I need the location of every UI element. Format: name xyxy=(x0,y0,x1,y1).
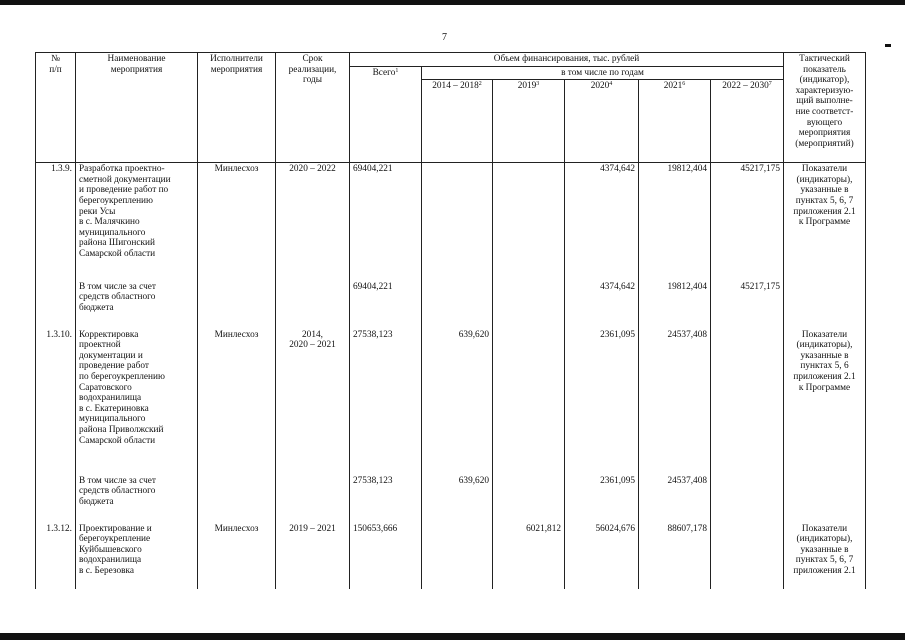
row-indicator xyxy=(784,475,866,523)
table-row xyxy=(36,329,866,475)
header-indicator: Тактический показатель (индикатор), характеризую- щий выполне- ние соответст- вующего мероприятия (мероприятий) xyxy=(784,53,866,163)
row-total: 69404,221 xyxy=(350,281,422,329)
row-term: 2014, 2020 – 2021 xyxy=(276,329,350,475)
table-row xyxy=(36,523,866,589)
table-row xyxy=(36,475,866,523)
row-num: 1.3.9. xyxy=(36,163,76,281)
row-y2021: 24537,408 xyxy=(639,475,711,523)
row-num xyxy=(36,281,76,329)
row-y2022-2030 xyxy=(711,329,784,475)
row-term xyxy=(276,475,350,523)
row-term: 2020 – 2022 xyxy=(276,163,350,281)
row-y2014-2018 xyxy=(422,281,493,329)
top-border xyxy=(0,0,905,5)
row-term xyxy=(276,281,350,329)
row-y2022-2030 xyxy=(711,475,784,523)
row-executor xyxy=(198,281,276,329)
header-executors: Исполнители мероприятия xyxy=(198,53,276,163)
row-indicator: Показатели (индикаторы), указанные в пунктах 5, 6 приложения 2.1 к Программе xyxy=(784,329,866,475)
row-y2014-2018 xyxy=(422,163,493,281)
row-total: 27538,123 xyxy=(350,329,422,475)
financing-table xyxy=(35,52,866,589)
row-name: Разработка проектно- сметной документации и проведение работ по берегоукреплению реки Усы в с. Малячкино муниципального района Шигонский Самарской области xyxy=(76,163,198,281)
row-name: Корректировка проектной документации и проведение работ по берегоукреплению Саратовского водохранилища в с. Екатериновка муниципального района Приволжский Самарской области xyxy=(76,329,198,475)
header-year-2021: 2021$^6$ xyxy=(639,80,711,163)
table-row xyxy=(36,281,866,329)
row-total: 150653,666 xyxy=(350,523,422,589)
row-y2022-2030 xyxy=(711,523,784,589)
margin-mark xyxy=(885,44,891,47)
row-executor: Минлесхоз xyxy=(198,523,276,589)
row-indicator xyxy=(784,281,866,329)
row-y2014-2018: 639,620 xyxy=(422,475,493,523)
row-y2021: 19812,404 xyxy=(639,281,711,329)
header-year-2019: 2019$^3$ xyxy=(493,80,565,163)
header-year-2022-2030: 2022 – 2030$^7$ xyxy=(711,80,784,163)
row-y2014-2018 xyxy=(422,523,493,589)
row-y2019 xyxy=(493,281,565,329)
row-executor xyxy=(198,475,276,523)
row-y2019 xyxy=(493,475,565,523)
page-number: 7 xyxy=(442,32,447,43)
row-y2014-2018: 639,620 xyxy=(422,329,493,475)
header-year-2020: 2020$^4$ xyxy=(565,80,639,163)
row-name: В том числе за счет средств областного бюджета xyxy=(76,475,198,523)
row-executor: Минлесхоз xyxy=(198,163,276,281)
row-y2022-2030: 45217,175 xyxy=(711,163,784,281)
row-y2022-2030: 45217,175 xyxy=(711,281,784,329)
row-num xyxy=(36,475,76,523)
row-y2020: 2361,095 xyxy=(565,475,639,523)
row-term: 2019 – 2021 xyxy=(276,523,350,589)
row-y2021: 88607,178 xyxy=(639,523,711,589)
header-term: Срок реализации, годы xyxy=(276,53,350,163)
row-y2021: 19812,404 xyxy=(639,163,711,281)
header-total: Всего$^1$ xyxy=(350,66,422,163)
row-total: 69404,221 xyxy=(350,163,422,281)
row-y2020: 56024,676 xyxy=(565,523,639,589)
row-y2021: 24537,408 xyxy=(639,329,711,475)
row-y2020: 4374,642 xyxy=(565,163,639,281)
row-indicator: Показатели (индикаторы), указанные в пунктах 5, 6, 7 приложения 2.1 xyxy=(784,523,866,589)
row-total: 27538,123 xyxy=(350,475,422,523)
bottom-border xyxy=(0,633,905,640)
header-year-2014-2018: 2014 – 2018$^2$ xyxy=(422,80,493,163)
row-name: В том числе за счет средств областного бюджета xyxy=(76,281,198,329)
row-indicator: Показатели (индикаторы), указанные в пунктах 5, 6, 7 приложения 2.1 к Программе xyxy=(784,163,866,281)
row-y2020: 4374,642 xyxy=(565,281,639,329)
table-row xyxy=(36,163,866,281)
header-by-years: в том числе по годам xyxy=(422,66,784,80)
row-y2019: 6021,812 xyxy=(493,523,565,589)
row-num: 1.3.12. xyxy=(36,523,76,589)
row-y2019 xyxy=(493,163,565,281)
header-name: Наименование мероприятия xyxy=(76,53,198,163)
row-y2020: 2361,095 xyxy=(565,329,639,475)
row-name: Проектирование и берегоукрепление Куйбышевского водохранилища в с. Березовка xyxy=(76,523,198,589)
row-executor: Минлесхоз xyxy=(198,329,276,475)
header-num: № п/п xyxy=(36,53,76,163)
header-financing: Объем финансирования, тыс. рублей xyxy=(350,53,784,67)
row-num: 1.3.10. xyxy=(36,329,76,475)
row-y2019 xyxy=(493,329,565,475)
